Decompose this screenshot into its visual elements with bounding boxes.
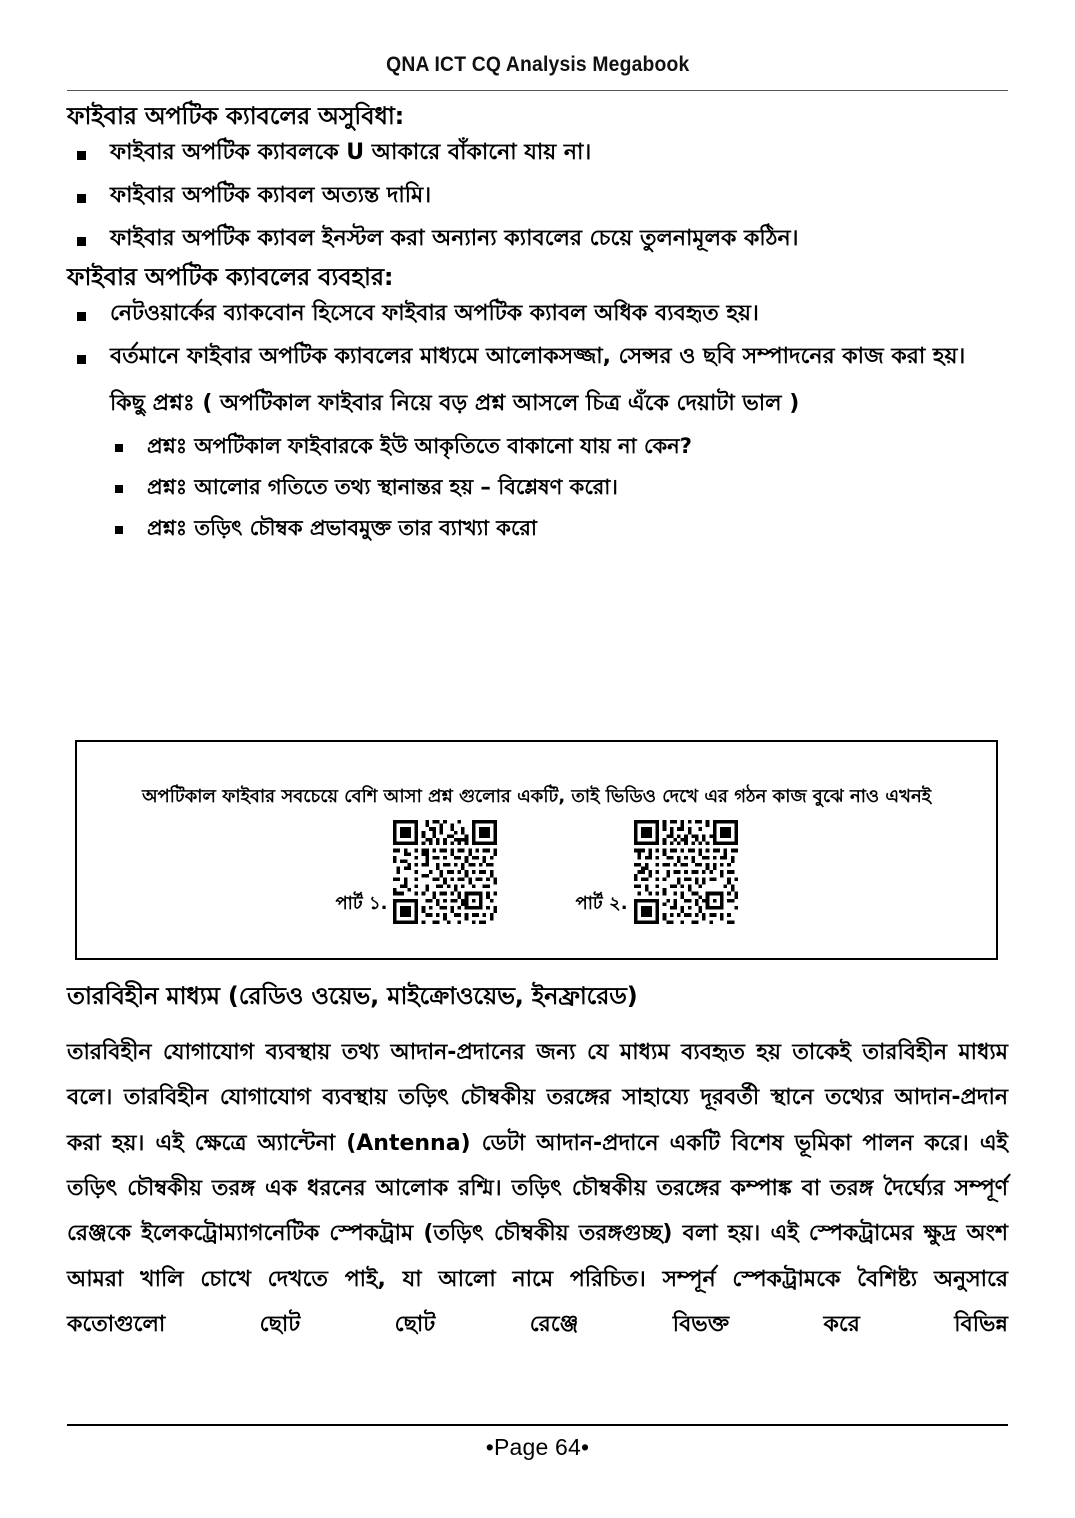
page-header	[67, 52, 1008, 77]
qr-caption-text: অপটিকাল ফাইবার সবচেয়ে বেশি আসা প্রশ্ন গুলোর একটি, তাই ভিডিও দেখে এর গঠন কাজ বুঝে নাও এখনই	[141, 786, 932, 807]
header-title: QNA ICT CQ Analysis Megabook	[385, 53, 690, 76]
list-item	[67, 336, 1008, 379]
wireless-paragraph: তারবিহীন যোগাযোগ ব্যবস্থায় তথ্য আদান-প্রদানের জন্য যে মাধ্যম ব্যবহৃত হয় তাকেই তারবিহীন মাধ্যম বলে। তারবিহীন যোগাযোগ ব্যবস্থায় তড়িৎ চৌম্বকীয় তরঙ্গের সাহায্যে দূরবর্তী স্থানে তথ্যের আদান-প্রদান করা হয়। এই ক্ষেত্রে অ্যান্টেনা (Antenna) ডেটা আদান-প্রদানে একটি বিশেষ ভূমিকা পালন করে। এই তড়িৎ চৌম্বকীয় তরঙ্গ এক ধরনের আলোক রশ্মি। তড়িৎ চৌম্বকীয় তরঙ্গের কম্পাঙ্ক বা তরঙ্গ দৈর্ঘ্যের সম্পূর্ণ রেঞ্জকে ইলেকট্রোম্যাগনেটিক স্পেকট্রাম (তড়িৎ চৌম্বকীয় তরঙ্গগুচ্ছ) বলা হয়। এই স্পেকট্রামের ক্ষুদ্র অংশ আমরা খালি চোখে দেখতে পাই, যা আলো নামে পরিচিত। সম্পূর্ন স্পেকট্রামকে বৈশিষ্ট্য অনুসারে কতোগুলো ছোট ছোট রেঞ্জে বিভক্ত করে বিভিন্ন	[67, 1040, 1008, 1337]
square-bullet-icon	[115, 444, 123, 452]
list-item-text: বর্তমানে ফাইবার অপটিক ক্যাবলের মাধ্যমে আলোকসজ্জা, সেন্সর ও ছবি সম্পাদনের কাজ করা হয়।	[110, 344, 966, 370]
square-bullet-icon	[77, 237, 86, 246]
square-bullet-icon	[115, 485, 123, 493]
square-bullet-icon	[77, 355, 86, 364]
qr-unit-part-1	[335, 820, 497, 924]
heading-disadvantages: ফাইবার অপটিক ক্যাবলের অসুবিধা:	[67, 102, 405, 130]
list-item	[67, 132, 1008, 175]
list-item-text: নেটওয়ার্কের ব্যাকবোন হিসেবে ফাইবার অপটিক ক্যাবল অধিক ব্যবহৃত হয়।	[110, 301, 759, 327]
list-item-text: ফাইবার অপটিক ক্যাবল অত্যন্ত দামি।	[110, 183, 432, 209]
document-content	[67, 100, 1008, 549]
qr-label-part-1: পার্ট ১.	[335, 893, 388, 914]
list-item	[67, 175, 1008, 218]
header-divider	[67, 90, 1008, 91]
list-item	[67, 508, 1008, 549]
list-item-text: ফাইবার অপটিক ক্যাবলকে U আকারে বাঁকানো যায় না।	[110, 140, 592, 166]
qr-code-row	[77, 820, 996, 924]
wireless-paragraph-wrap	[67, 1030, 1008, 1347]
list-disadvantages	[67, 132, 1008, 261]
qr-code-icon[interactable]	[393, 820, 497, 924]
qr-code-icon[interactable]	[634, 820, 738, 924]
list-item-text: ফাইবার অপটিক ক্যাবল ইনস্টল করা অন্যান্য ক্যাবলের চেয়ে তুলনামূলক কঠিন।	[110, 226, 799, 252]
heading-uses: ফাইবার অপটিক ক্যাবলের ব্যবহার:	[67, 263, 394, 292]
square-bullet-icon	[77, 312, 86, 321]
qr-label-part-2: পার্ট ২.	[575, 893, 628, 914]
list-item	[67, 293, 1008, 336]
list-item-text: প্রশ্নঃ আলোর গতিতে তথ্য স্থানান্তর হয় – বিশ্লেষণ করো।	[147, 475, 618, 500]
list-uses	[67, 293, 1008, 379]
page-number: •Page 64•	[485, 1434, 590, 1460]
footer-divider	[67, 1424, 1008, 1426]
list-item-text: প্রশ্নঃ অপটিকাল ফাইবারকে ইউ আকৃতিতে বাকানো যায় না কেন?	[147, 434, 692, 459]
list-questions	[67, 426, 1008, 549]
heading-wireless-media: তারবিহীন মাধ্যম (রেডিও ওয়েভ, মাইক্রোওয়েভ, ইনফ্রারেড)	[67, 982, 638, 1010]
square-bullet-icon	[115, 526, 123, 534]
qr-callout-box	[75, 740, 998, 960]
square-bullet-icon	[77, 194, 86, 203]
list-item	[67, 467, 1008, 508]
wireless-heading-wrap	[67, 980, 1008, 1012]
qr-unit-part-2	[575, 820, 737, 924]
questions-intro: কিছু প্রশ্নঃ ( অপটিকাল ফাইবার নিয়ে বড় প্রশ্ন আসলে চিত্র এঁকে দেয়াটা ভাল )	[110, 391, 800, 417]
list-item	[67, 218, 1008, 261]
square-bullet-icon	[77, 151, 86, 160]
page-footer	[67, 1434, 1008, 1461]
list-item	[67, 426, 1008, 467]
list-item-text: প্রশ্নঃ তড়িৎ চৌম্বক প্রভাবমুক্ত তার ব্যাখ্যা করো	[147, 516, 538, 540]
